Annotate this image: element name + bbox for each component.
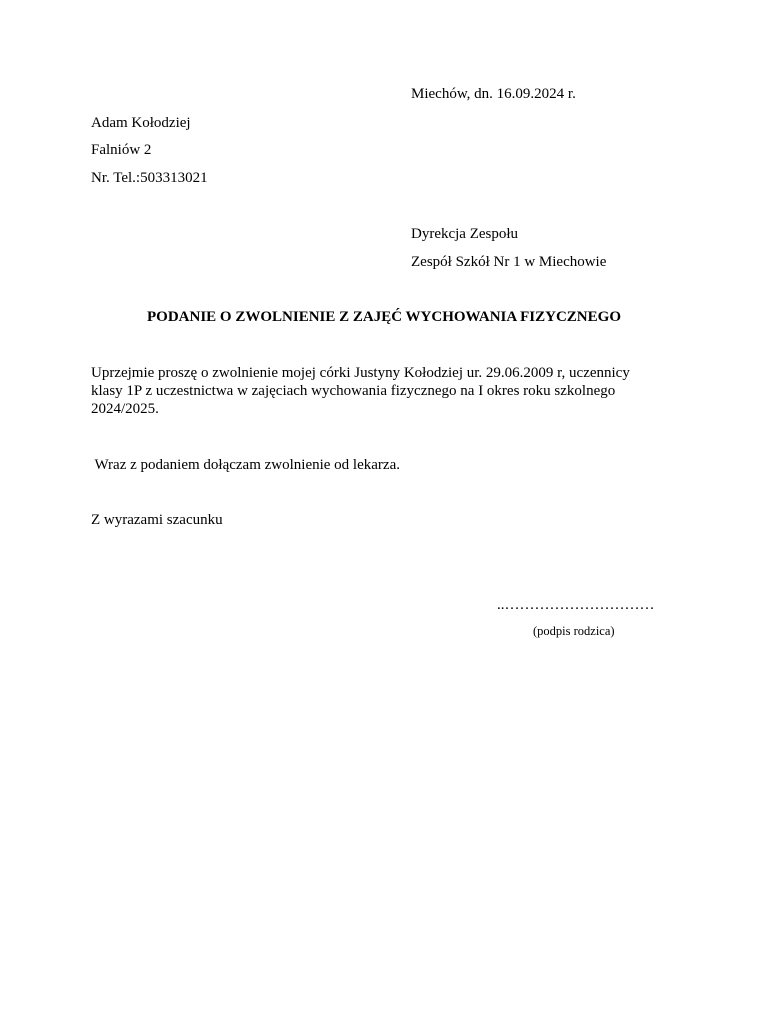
signature-line: ..…………………………: [497, 597, 655, 613]
sender-phone: Nr. Tel.:503313021: [91, 170, 208, 186]
sender-name: Adam Kołodziej: [91, 115, 191, 131]
body-line-1: Uprzejmie proszę o zwolnienie mojej córki Justyny Kołodziej ur. 29.06.2009 r, uczennicy: [91, 365, 630, 381]
body-line-3: 2024/2025.: [91, 401, 159, 417]
recipient-line-1: Dyrekcja Zespołu: [411, 226, 519, 242]
attachment-note: Wraz z podaniem dołączam zwolnienie od lekarza.: [91, 457, 400, 473]
closing-phrase: Z wyrazami szacunku: [91, 512, 223, 528]
place-date: Miechów, dn. 16.09.2024 r.: [411, 86, 576, 102]
document-title: PODANIE O ZWOLNIENIE Z ZAJĘĆ WYCHOWANIA FIZYCZNEGO: [147, 309, 621, 325]
body-line-2: klasy 1P z uczestnictwa w zajęciach wychowania fizycznego na I okres roku szkolnego: [91, 383, 616, 399]
sender-address: Falniów 2: [91, 142, 152, 158]
recipient-line-2: Zespół Szkół Nr 1 w Miechowie: [411, 254, 607, 270]
signature-caption: (podpis rodzica): [533, 624, 615, 638]
